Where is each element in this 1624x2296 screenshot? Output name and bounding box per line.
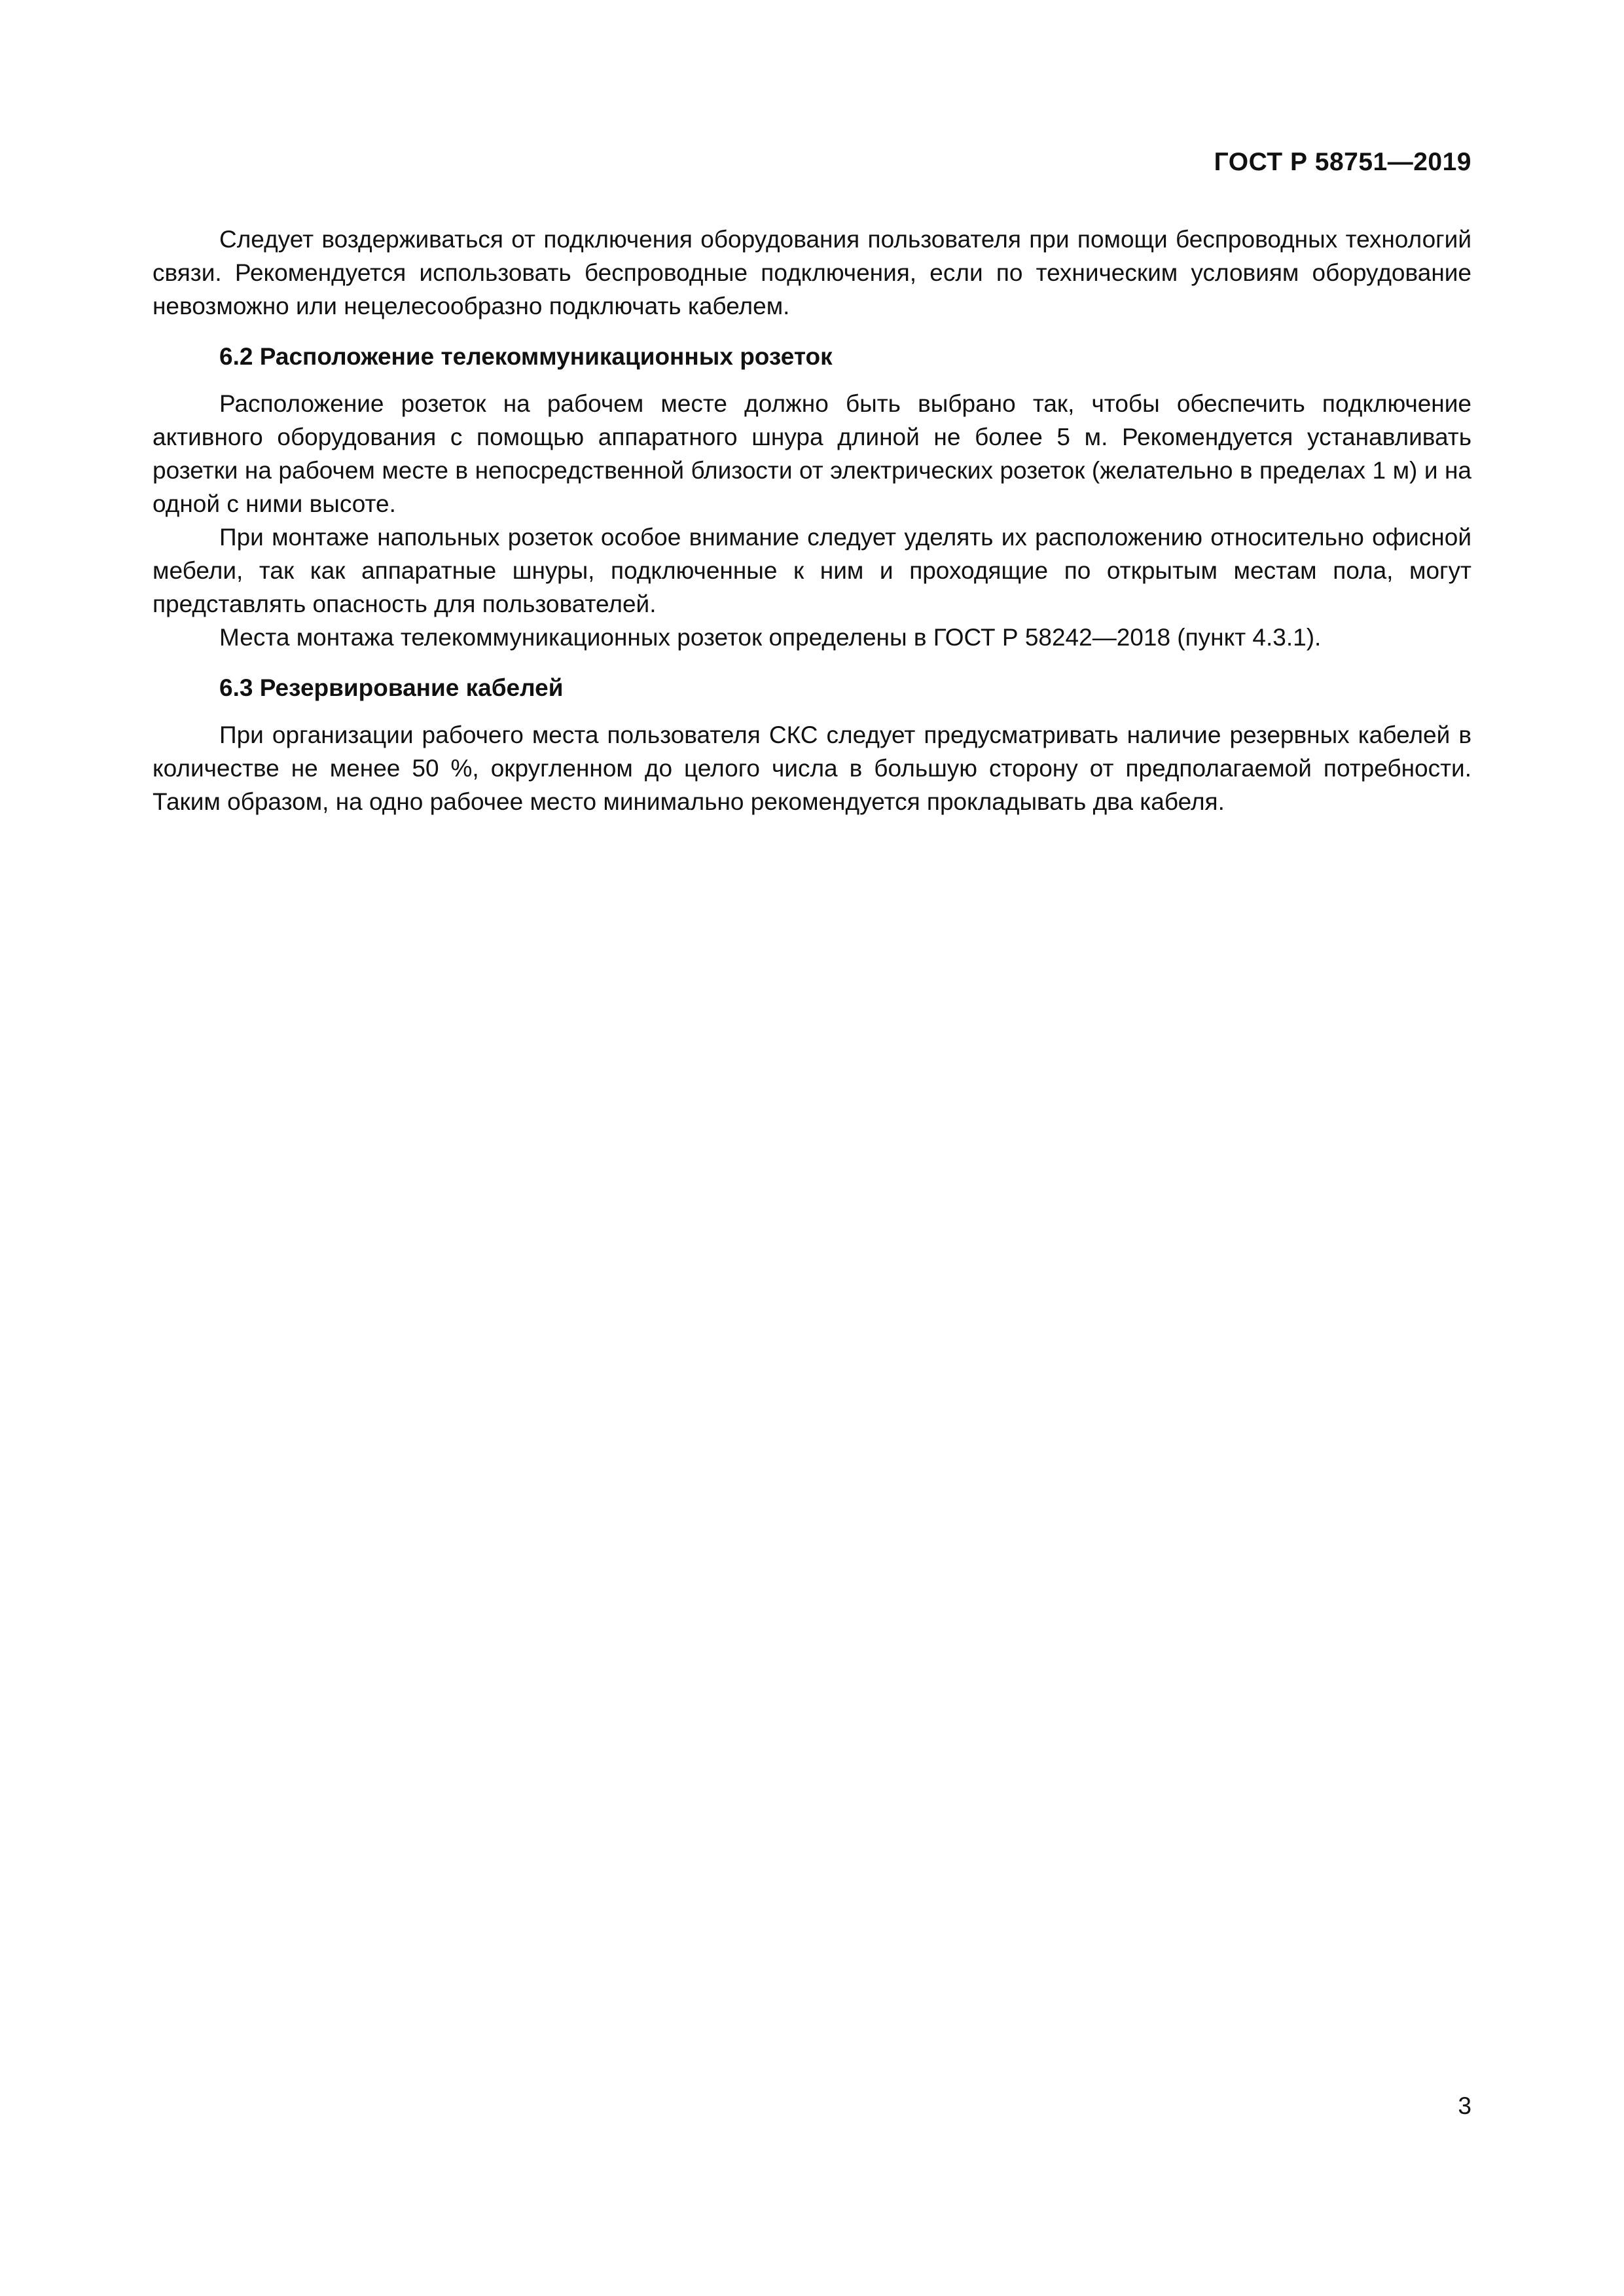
intro-paragraph: Следует воздерживаться от подключения оборудования пользователя при помощи беспроводных технологий связи. Рекомендуется использовать беспроводные подключения, если по техническим условиям оборудование невозможно или нецелесообразно подключать кабелем.: [153, 226, 1471, 319]
section-6-3-heading: 6.3 Резервирование кабелей: [219, 674, 564, 701]
document-code: ГОСТ Р 58751—2019: [1214, 148, 1471, 176]
page-number: 3: [1458, 2092, 1471, 2119]
section-6-2-paragraph: При монтаже напольных розеток особое внимание следует уделять их расположению относительно офисной мебели, так как аппаратные шнуры, подключенные к ним и проходящие по открытым местам пола, могут представлять опасность для пользователей.: [153, 524, 1471, 617]
section-6-2-paragraph: Места монтажа телекоммуникационных розеток определены в ГОСТ Р 58242—2018 (пункт 4.3.1).: [219, 624, 1322, 651]
section-6-2-heading: 6.2 Расположение телекоммуникационных розеток: [219, 343, 833, 370]
document-body: [153, 223, 1471, 818]
section-6-3-paragraph: При организации рабочего места пользователя СКС следует предусматривать наличие резервных кабелей в количестве не менее 50 %, округленном до целого числа в большую сторону от предполагаемой потребности. Таким образом, на одно рабочее место минимально рекомендуется прокладывать два кабеля.: [153, 721, 1471, 815]
section-6-2-paragraph: Расположение розеток на рабочем месте должно быть выбрано так, чтобы обеспечить подключение активного оборудования с помощью аппаратного шнура длиной не более 5 м. Рекомендуется устанавливать розетки на рабочем месте в непосредственной близости от электрических розеток (желательно в пределах 1 м) и на одной с ними высоте.: [153, 390, 1471, 517]
